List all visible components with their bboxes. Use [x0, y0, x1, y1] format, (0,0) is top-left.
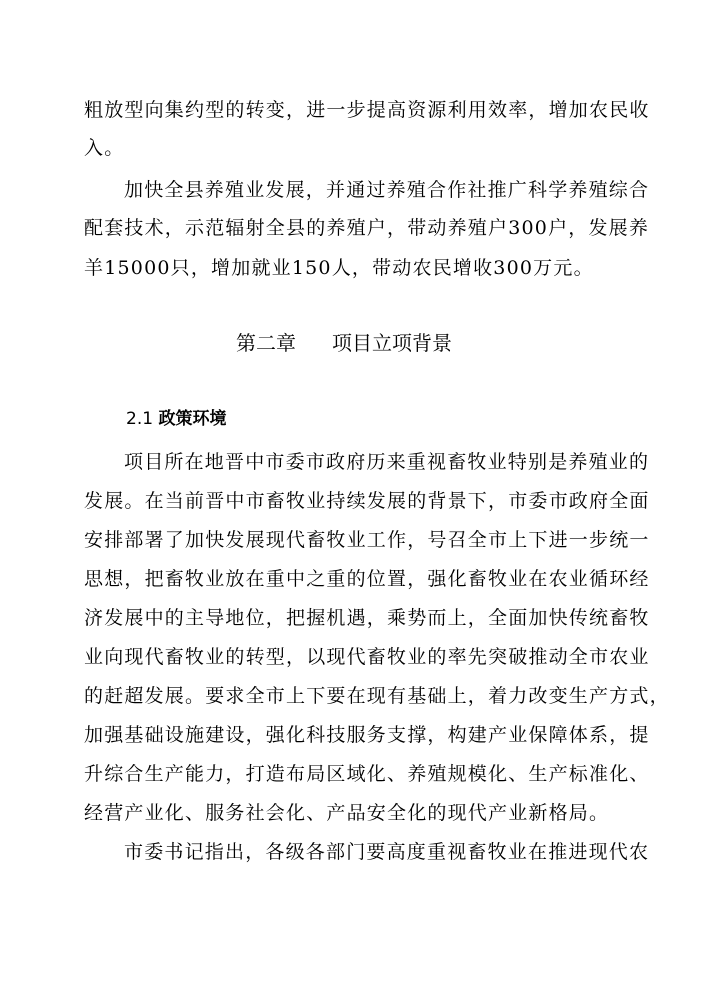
body-line: 业向现代畜牧业的转型，以现代畜牧业的率先突破推动全市农业 — [84, 646, 650, 668]
section-heading — [126, 408, 226, 430]
body-line: 加强基础设施建设，强化科技服务支撑，构建产业保障体系，提 — [84, 724, 650, 746]
body-line: 升综合生产能力，打造布局区域化、养殖规模化、生产标准化、 — [84, 763, 650, 785]
body-line: 安排部署了加快发展现代畜牧业工作，号召全市上下进一步统一 — [84, 529, 650, 551]
section-title: 政策环境 — [158, 409, 227, 429]
body-line: 济发展中的主导地位，把握机遇，乘势而上，全面加快传统畜牧 — [84, 607, 650, 629]
chapter-number: 第二章 — [236, 331, 296, 355]
paragraph-line: 粗放型向集约型的转变，进一步提高资源利用效率，增加农民收 — [84, 99, 650, 121]
section-number: 2.1 — [126, 409, 154, 429]
paragraph-line: 羊15000只，增加就业150人，带动农民增收300万元。 — [84, 257, 594, 279]
body-line: 市委书记指出，各级各部门要高度重视畜牧业在推进现代农 — [124, 841, 650, 863]
body-line: 项目所在地晋中市委市政府历来重视畜牧业特别是养殖业的 — [124, 451, 650, 473]
chapter-heading — [236, 330, 452, 356]
paragraph-line: 入。 — [84, 137, 125, 159]
paragraph-line: 配套技术，示范辐射全县的养殖户，带动养殖户300户，发展养 — [84, 217, 650, 239]
body-line: 思想，把畜牧业放在重中之重的位置，强化畜牧业在农业循环经 — [84, 568, 650, 590]
body-line: 经营产业化、服务社会化、产品安全化的现代产业新格局。 — [84, 802, 610, 824]
paragraph-line: 加快全县养殖业发展，并通过养殖合作社推广科学养殖综合 — [124, 179, 650, 201]
body-line: 的赶超发展。要求全市上下要在现有基础上，着力改变生产方式， — [84, 685, 670, 707]
body-line: 发展。在当前晋中市畜牧业持续发展的背景下，市委市政府全面 — [84, 490, 650, 512]
chapter-title: 项目立项背景 — [332, 331, 452, 355]
